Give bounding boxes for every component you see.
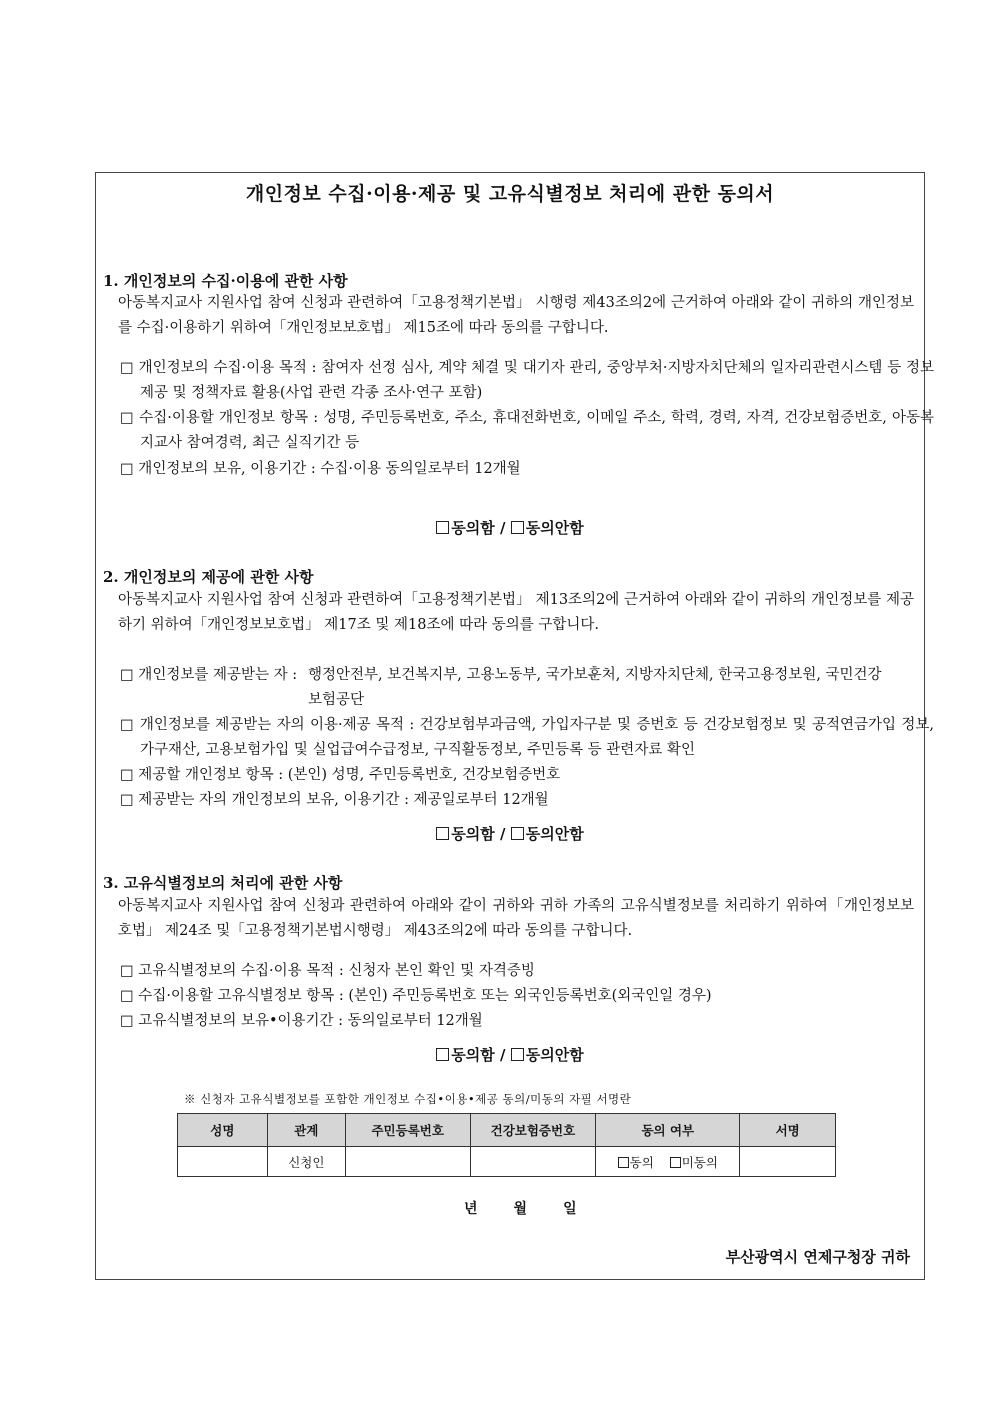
relation-cell: 신청인 <box>267 1147 345 1177</box>
section2-consent-choice <box>96 823 924 844</box>
signature-table <box>177 1113 836 1177</box>
disagree-checkbox[interactable] <box>511 521 524 534</box>
disagree-checkbox[interactable] <box>511 1048 524 1061</box>
col-name: 성명 <box>178 1114 268 1147</box>
agree-label: 동의 <box>629 1154 654 1170</box>
section3-consent-choice <box>96 1044 924 1065</box>
disagree-label: 동의안함 <box>525 1046 584 1064</box>
section1-intro: 아동복지교사 지원사업 참여 신청과 관련하여「고용정책기본법」 시행령 제43조의2에 근거하여 아래와 같이 귀하의 개인정보를 수집·이용하기 위하여「개인정보보호법」 제15조에 따라 동의를 구합니다. <box>118 295 914 336</box>
agree-label: 동의함 <box>451 1046 495 1064</box>
disagree-label: 동의안함 <box>525 825 584 843</box>
separator: / <box>494 1046 511 1064</box>
section2-heading: 2. 개인정보의 제공에 관한 사항 <box>103 568 314 586</box>
section3-intro: 아동복지교사 지원사업 참여 신청과 관련하여 아래와 같이 귀하와 귀하 가족의 고유식별정보를 처리하기 위하여「개인정보보호법」 제24조 및「고용정책기본법시행령」 제43조의2에 따라 동의를 구합니다. <box>118 898 914 939</box>
signature-note: ※ 신청자 고유식별정보를 포함한 개인정보 수집•이용•제공 동의/미동의 자필 서명란 <box>184 1092 632 1106</box>
separator: / <box>494 825 511 843</box>
section1-heading: 1. 개인정보의 수집·이용에 관한 사항 <box>103 272 348 290</box>
section2-recipients-line2: 보험공단 <box>308 692 365 708</box>
col-relation: 관계 <box>267 1114 345 1147</box>
agree-checkbox[interactable] <box>618 1157 629 1168</box>
disagree-checkbox[interactable] <box>511 827 524 840</box>
section1-consent-choice <box>96 517 924 538</box>
disagree-checkbox[interactable] <box>670 1157 681 1168</box>
date-year-label: 년 <box>464 1201 479 1217</box>
separator: / <box>494 519 511 537</box>
col-insurance-number: 건강보험증번호 <box>470 1114 596 1147</box>
section2-item-fields: □ 제공할 개인정보 항목 : (본인) 성명, 주민등록번호, 건강보험증번호 <box>120 767 561 783</box>
agree-checkbox[interactable] <box>436 827 449 840</box>
insurance-number-cell[interactable] <box>470 1147 596 1177</box>
disagree-label: 미동의 <box>681 1154 718 1170</box>
disagree-label: 동의안함 <box>525 519 584 537</box>
section2-item-purpose: □ 개인정보를 제공받는 자의 이용·제공 목적 : 건강보험부과금액, 가입자구분 및 증번호 등 건강보험정보 및 공적연금가입 정보, 가구재산, 고용보험가입 및 실업급여수급정보, 구직활동정보, 주민등록 등 관련자료 확인 <box>120 717 934 758</box>
date-line <box>464 1198 578 1218</box>
section3-heading: 3. 고유식별정보의 처리에 관한 사항 <box>103 874 343 892</box>
form-title: 개인정보 수집·이용·제공 및 고유식별정보 처리에 관한 동의서 <box>245 183 775 205</box>
section2-intro: 아동복지교사 지원사업 참여 신청과 관련하여「고용정책기본법」 제13조의2에 근거하여 아래와 같이 귀하의 개인정보를 제공하기 위하여「개인정보보호법」 제17조 및 제18조에 따라 동의를 구합니다. <box>118 592 914 633</box>
section1-item-purpose: □ 개인정보의 수집·이용 목적 : 참여자 선정 심사, 계약 체결 및 대기자 관리, 중앙부처·지방자치단체의 일자리관련시스템 등 정보제공 및 정책자료 활용(사업 관련 각종 조사·연구 포함) <box>120 360 934 401</box>
section3-item-fields: □ 수집·이용할 고유식별정보 항목 : (본인) 주민등록번호 또는 외국인등록번호(외국인일 경우) <box>120 988 712 1004</box>
table-row <box>178 1147 836 1177</box>
consent-form <box>95 172 934 1280</box>
section3-item-purpose: □ 고유식별정보의 수집·이용 목적 : 신청자 본인 확인 및 자격증빙 <box>120 963 535 979</box>
agree-label: 동의함 <box>451 825 495 843</box>
section2-item-period: □ 제공받는 자의 개인정보의 보유, 이용기간 : 제공일로부터 12개월 <box>120 792 549 808</box>
agree-checkbox[interactable] <box>436 1048 449 1061</box>
addressee: 부산광역시 연제구청장 귀하 <box>725 1248 910 1266</box>
resident-number-cell[interactable] <box>345 1147 470 1177</box>
col-signature: 서명 <box>740 1114 836 1147</box>
consent-cell <box>596 1147 740 1177</box>
signature-table-header <box>178 1114 836 1147</box>
name-cell[interactable] <box>178 1147 268 1177</box>
section2-recipients-line1: 행정안전부, 보건복지부, 고용노동부, 국가보훈처, 지방자치단체, 한국고용정보원, 국민건강 <box>308 667 882 683</box>
section2-recipients-label: □ 개인정보를 제공받는 자 : <box>120 667 298 683</box>
section1-item-fields: □ 수집·이용할 개인정보 항목 : 성명, 주민등록번호, 주소, 휴대전화번호, 이메일 주소, 학력, 경력, 자격, 건강보험증번호, 아동복지교사 참여경력, 최근 실직기간 등 <box>120 410 934 451</box>
agree-label: 동의함 <box>451 519 495 537</box>
col-consent: 동의 여부 <box>596 1114 740 1147</box>
section3-item-period: □ 고유식별정보의 보유•이용기간 : 동의일로부터 12개월 <box>120 1013 483 1029</box>
date-day-label: 일 <box>563 1201 578 1217</box>
section1-item-period: □ 개인정보의 보유, 이용기간 : 수집·이용 동의일로부터 12개월 <box>120 461 521 477</box>
agree-checkbox[interactable] <box>436 521 449 534</box>
signature-cell[interactable] <box>740 1147 836 1177</box>
col-resident-number: 주민등록번호 <box>345 1114 470 1147</box>
date-month-label: 월 <box>513 1201 529 1217</box>
